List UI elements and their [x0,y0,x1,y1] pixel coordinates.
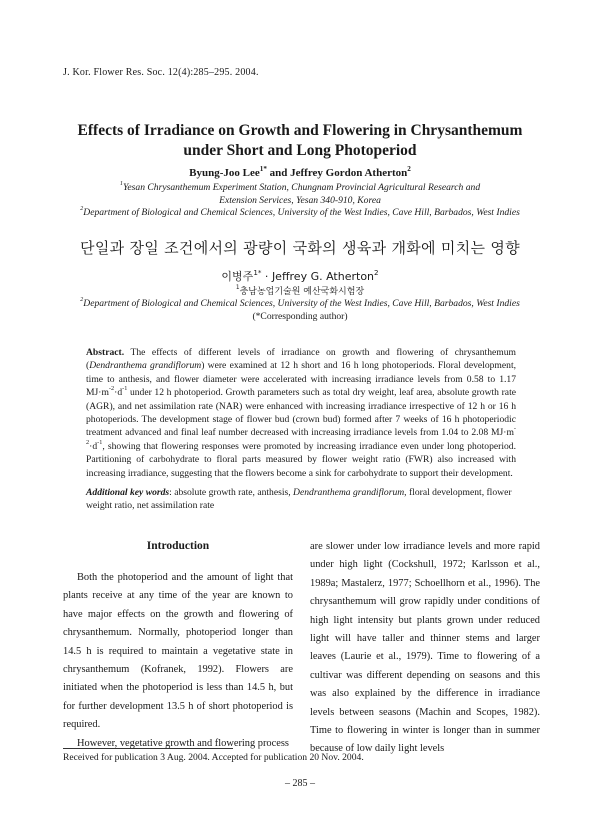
abstract-text-3: ·d [114,387,123,399]
abstract [86,346,516,480]
author-list [20,167,580,179]
abstract-exponent-1: -2 [108,385,115,393]
key-words-species: Dendranthema grandiflorum [293,487,405,498]
abstract-text-1: The effects of different levels of irradiance on growth and flowering of chrysanthemum ( [86,347,516,372]
article-title-line-1: Effects of Irradiance on Growth and Flowering in Chrysanthemum [77,122,523,139]
right-column [310,538,540,759]
key-words-label: Additional key words [86,487,170,498]
korean-affiliation-1-mark: 1 [235,285,240,291]
abstract-text-2: ) were examined at 12 h short and 16 h long photoperiods. Floral development, time to anthesis, and flower diameter were accelerated with increasing irradiance levels from 0.58 to 1.17 MJ·m [86,360,517,399]
author-1-mark: 1* [259,165,267,173]
affiliation-2 [20,206,580,219]
article-title-line-2: under Short and Long Photoperiod [183,142,417,159]
korean-affiliation-2-mark: 2 [80,296,84,303]
key-words [86,486,516,513]
section-heading-introduction: Introduction [146,540,210,552]
author-2-mark: 2 [407,165,411,173]
korean-author-list [20,268,580,284]
key-words-text-2: , floral development, flower weight ratio, net assimilation rate [86,487,512,512]
korean-author-1-mark: 1* [253,268,262,277]
corresponding-author-note: (*Corresponding author) [252,311,348,322]
author-2: Jeffrey Gordon Atherton [290,167,408,179]
korean-author-2-mark: 2 [374,268,379,277]
key-words-text-1: : absolute growth rate, anthesis, [169,487,294,498]
abstract-exponent-2: -1 [122,385,128,393]
abstract-exponent-3: -2 [86,425,516,446]
korean-author-2: Jeffrey G. Atherton [271,270,375,283]
affiliation-2-text: Department of Biological and Chemical Sciences, University of the West Indies, Cave Hill, Barbados, West Indies [83,207,520,218]
affiliation-1-line-1 [20,181,580,194]
korean-affiliation-2-text: Department of Biological and Chemical Sciences, University of the West Indies, Cave Hill, Barbados, West Indies [83,298,520,309]
intro-paragraph-2: However, vegetative growth and flowering process [77,737,289,749]
abstract-text-4: under 12 h photoperiod. Growth parameters such as total dry weight, leaf area, absolute growth rate (AGR), and net assimilation rate (NAR) were enhanced with increasing irradiance irrespective of 12 h or 16 h photoperiods. The development stage of flower bud (crown bud) formed after 7 weeks of 16 h photoperiodic treatment advanced and final leaf number decreased with increasing irradiance levels from 1.04 to 2.08 MJ·m [86,387,516,439]
received-note: Received for publication 3 Aug. 2004. Accepted for publication 20 Nov. 2004. [63,752,364,763]
affiliation-1-mark: 1 [119,180,123,187]
journal-reference: J. Kor. Flower Res. Soc. 12(4):285–295. 2004. [63,67,259,78]
abstract-text-6: , showing that flowering responses were promoted by increasing irradiance even under long photoperiod. Partitioning of carbohydrate to floral parts measured by flower weight ratio (FWR) also increased with increasing irradiance, suggesting that the flowers become a sink for carbohydrate to support their development. [86,440,516,479]
intro-paragraph-2-continued: are slower under low irradiance levels and more rapid under high light (Cockshull, 1972; Karlsson et al., 1989a; Mastalerz, 1977; Schoellhorn et al., 1996). The chrysanthemum will grow rapidly under conditions of high light intensity but plants grown under reduced light will have taller and thinner stems and larger leaves (Laurie et al., 1979). Time to flowering of a cultivar was different depending on seasons and this was also explained by the difference in irradiance levels between seasons (Machin and Scopes, 1982). Time to flowering in winter is longer than in summer because of low daily light levels [310,541,540,755]
korean-author-separator: · [261,270,272,283]
left-column [63,569,293,753]
abstract-label: Abstract. [86,347,125,358]
affiliation-2-mark: 2 [80,205,84,212]
abstract-exponent-4: -1 [97,438,103,446]
korean-title: 단일과 장일 조건에서의 광량이 국화의 생육과 개화에 미치는 영향 [80,239,520,257]
korean-affiliation-1 [20,284,580,297]
page-number: – 285 – [285,778,315,789]
korean-affiliation-1-text: 충남농업기술원 예산국화시험장 [239,287,365,297]
abstract-text-5: ·d [89,440,98,452]
affiliation-1-text-1: Yesan Chrysanthemum Experiment Station, Chungnam Provincial Agricultural Research and [122,182,481,193]
footnote-rule [63,748,233,749]
affiliation-1-line-2: Extension Services, Yesan 340-910, Korea [219,195,381,206]
korean-author-1: 이병주 [221,270,254,283]
author-1: Byung-Joo Lee [189,167,260,179]
intro-paragraph-1: Both the photoperiod and the amount of light that plants receive at any time of the year are known to have major effects on the growth and flowering of chrysanthemum. Normally, photoperiod longer than 14.5 h is required to maintain a vegetative state in chrysanthemum (Kofranek, 1992). Flowers are initiated when the photoperiod is less than 14.5 h, but for further development 13.5 h of short photoperiod is required. [63,572,293,731]
korean-affiliation-2 [20,297,580,310]
author-conjunction: and [266,167,291,179]
abstract-species: Dendranthema grandiflorum [89,360,202,372]
